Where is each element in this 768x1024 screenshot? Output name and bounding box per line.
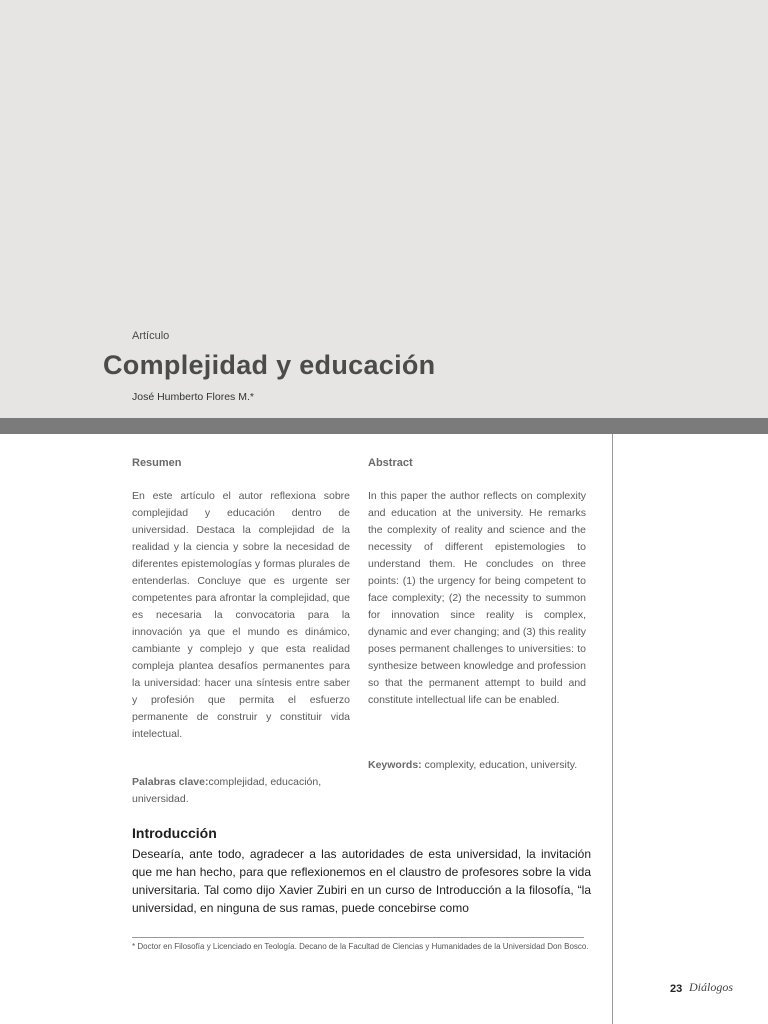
- intro-text: Desearía, ante todo, agradecer a las autoridades de esta universidad, la invitación que me han hecho, para que reflexionemos en el claustro de profesores sobre la vida universitaria. Tal como dijo Xavier Zubiri en un curso de Introducción a la filosofía, “la universidad, en ninguna de sus ramas, puede concebirse como: [132, 847, 591, 915]
- page-number: 23: [670, 983, 683, 995]
- keywords-label: Keywords:: [368, 759, 422, 771]
- footnote: * Doctor en Filosofía y Licenciado en Teología. Decano de la Facultad de Ciencias y Humanidades de la Universidad Don Bosco.: [132, 942, 589, 951]
- abstract-heading: Abstract: [368, 457, 413, 469]
- resumen-text: En este artículo el autor reflexiona sobre complejidad y educación dentro de universidad. Destaca la complejidad de la realidad y la ciencia y sobre la necesidad de diferentes epistemologías y formas plurales de entenderlas. Concluye que es urgente ser competentes para afrontar la complejidad, que es necesaria la convocatoria para la innovación ya que el mundo es dinámico, cambiante y complejo y que esta realidad compleja plantea desafíos permanentes para la universidad: hacer una síntesis entre saber y profesión que permita el esfuerzo permanente de construir y constituir vida intelectual.: [132, 490, 350, 740]
- section-label: Artículo: [132, 330, 170, 342]
- keywords: [368, 757, 586, 774]
- journal-name: Diálogos: [689, 980, 734, 994]
- palabras-clave-values: complejidad, educación, universidad.: [132, 776, 322, 805]
- footnote-rule: [132, 937, 584, 938]
- abstract-text: In this paper the author reflects on complexity and education at the university. He remarks the complexity of reality and science and the necessity of different epistemologies to understand them. He concludes on three points: (1) the urgency for being competent to face complexity; (2) the necessity to summon for innovation since reality is complex, dynamic and ever changing; and (3) this reality poses permanent challenges to universities: to synthesize between knowledge and profession so that the permanent attempt to build and constitute intellectual life can be enabled.: [368, 490, 586, 706]
- keywords-values: complexity, education, university.: [424, 759, 578, 771]
- palabras-clave-label: Palabras clave:: [132, 776, 209, 788]
- article-author: José Humberto Flores M.*: [132, 391, 254, 403]
- article-title: Complejidad y educación: [103, 350, 436, 380]
- resumen-heading: Resumen: [132, 457, 182, 469]
- margin-rule: [612, 434, 613, 1024]
- intro-heading: Introducción: [132, 825, 217, 841]
- palabras-clave: [132, 774, 350, 808]
- header-divider-bar: [0, 418, 768, 434]
